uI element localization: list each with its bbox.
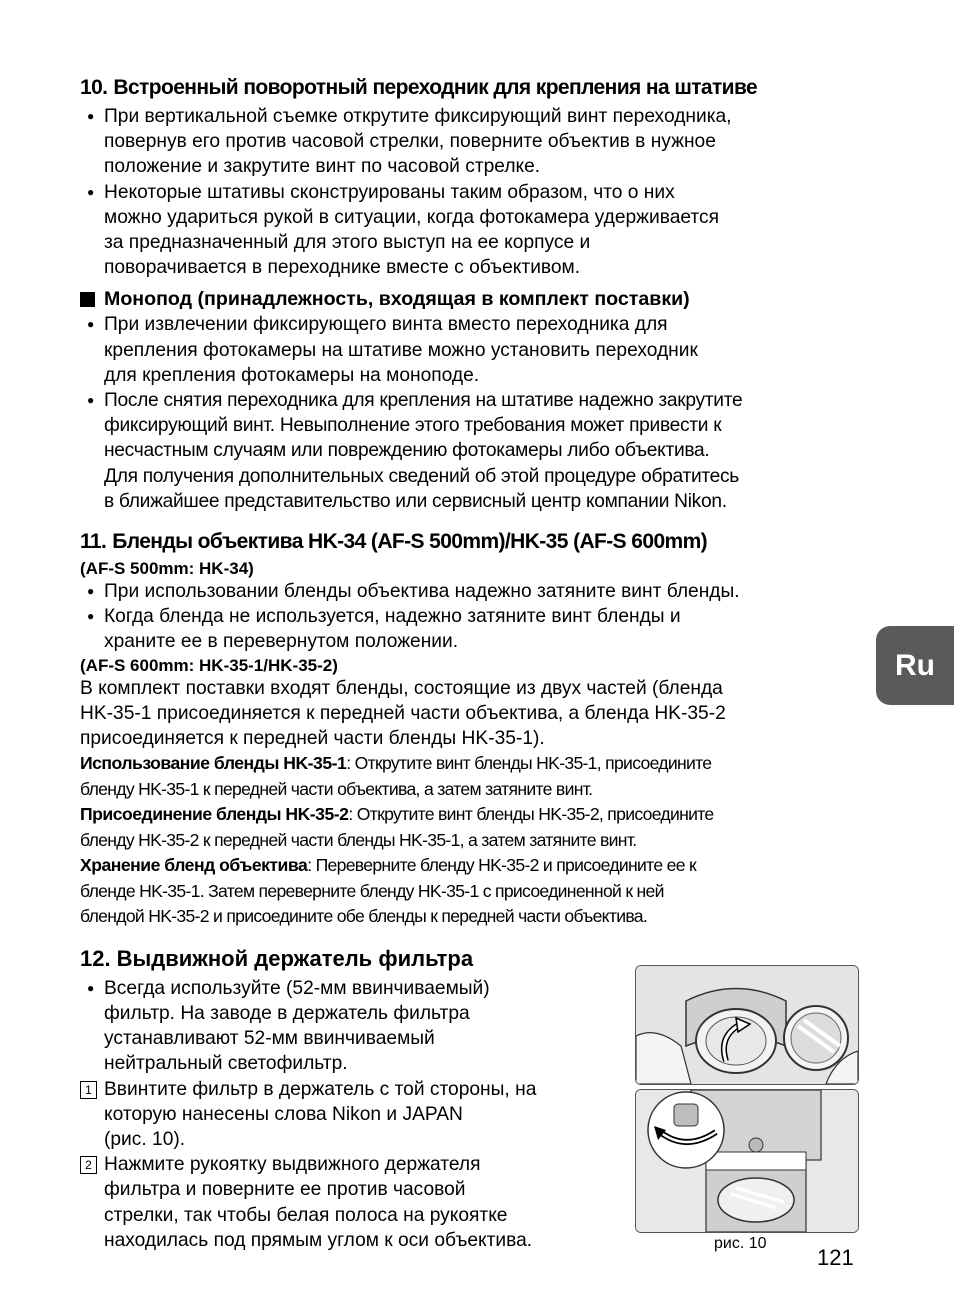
text-line: в ближайшее представительство или сервисный центр компании Nikon. <box>104 490 727 512</box>
section-11-title: Бленды объектива HK-34 (AF-S 500mm)/HK-35 (AF-S 600mm) <box>112 530 708 554</box>
attach-hk35-2-paragraph <box>80 802 860 853</box>
text-line: можно удариться рукой в ситуации, когда фотокамера удерживается <box>104 206 719 228</box>
hk34-bullet-1 <box>80 579 860 604</box>
filter-insert-drawing <box>636 966 858 1084</box>
text-line: бленду HK-35-2 к передней части бленды HK-35-1, а затем затяните винт. <box>80 829 637 850</box>
text-line: ● При вертикальной съемке открутите фиксирующий винт переходника, <box>104 106 732 127</box>
use-hk35-1-label: Использование бленды HK-35-1 <box>80 753 347 774</box>
text-line: : Открутите винт бленды HK-35-1, присоедините <box>346 753 712 774</box>
text-line: блендой HK-35-2 и присоедините обе бленды к передней части объектива. <box>80 906 648 927</box>
text-line: В комплект поставки входят бленды, состоящие из двух частей (бленда <box>80 677 723 699</box>
text-line: : Открутите винт бленды HK-35-2, присоедините <box>348 804 714 825</box>
text-line: фиксирующий винт. Невыполнение этого требования может привести к <box>104 415 722 437</box>
text-line: присоединяется к передней части бленды HK-35-1). <box>80 728 545 750</box>
hk34-bullet-2 <box>80 604 860 654</box>
section-12-title: Выдвижной держатель фильтра <box>116 945 474 971</box>
text-line: находилась под прямым углом к оси объектива. <box>104 1229 533 1251</box>
text-line: несчастным случаям или повреждению фотокамеры либо объектива. <box>104 440 710 462</box>
text-line: которую нанесены слова Nikon и JAPAN <box>104 1103 463 1125</box>
text-line: HK-35-1 присоединяется к передней части объектива, а бленда HK-35-2 <box>80 702 726 724</box>
monopod-bullet-2 <box>80 388 860 514</box>
step-1-number: 1 <box>80 1081 97 1099</box>
text-line: ● Когда бленда не используется, надежно затяните винт бленды и <box>104 606 681 628</box>
text-line: устанавливают 52-мм ввинчиваемый <box>104 1028 435 1050</box>
text-line: ● Всегда используйте (52-мм ввинчиваемый) <box>104 977 490 999</box>
text-line: храните ее в перевернутом положении. <box>104 631 459 653</box>
text-line: ● При извлечении фиксирующего винта вместо переходника для <box>104 314 668 336</box>
spacer <box>80 514 860 530</box>
text-line: положение и закрутите винт по часовой стрелке. <box>104 156 541 178</box>
section-12 <box>80 946 628 1253</box>
language-tab: Ru <box>876 626 954 705</box>
store-hoods-label: Хранение бленд объектива <box>80 855 308 876</box>
section-11-number: 11. <box>80 530 107 554</box>
step-2 <box>80 1152 628 1253</box>
store-hoods-paragraph <box>80 853 860 930</box>
section-12-number: 12. <box>80 945 111 971</box>
page-number: 121 <box>817 1245 854 1270</box>
monopod-title: Монопод (принадлежность, входящая в комплект поставки) <box>104 288 690 311</box>
section-10-heading <box>80 76 860 100</box>
section-10-bullet-1 <box>80 104 860 180</box>
section-10-bullet-2 <box>80 180 860 281</box>
step-1 <box>80 1077 628 1153</box>
text-line: Нажмите рукоятку выдвижного держателя <box>104 1154 481 1176</box>
spacer <box>80 930 860 946</box>
monopod-heading <box>80 288 860 311</box>
text-line: : Переверните бленду HK-35-2 и присоедините ее к <box>307 855 696 876</box>
section-12-heading <box>80 946 628 972</box>
text-line: ● После снятия переходника для крепления на штативе надежно закрутите <box>104 390 743 412</box>
text-line: (рис. 10). <box>104 1128 186 1150</box>
text-line: стрелки, так чтобы белая полоса на рукоятке <box>104 1204 508 1226</box>
figure-caption: рис. 10 <box>714 1235 767 1252</box>
text-line: бленду HK-35-1 к передней части объектива, а затем затяните винт. <box>80 778 593 799</box>
section-10-title: Встроенный поворотный переходник для крепления на штативе <box>113 76 758 99</box>
section-11-heading <box>80 530 860 554</box>
hk35-subheading: (AF-S 600mm: HK-35-1/HK-35-2) <box>80 655 338 675</box>
text-line: Для получения дополнительных сведений об этой процедуре обратитесь <box>104 465 739 487</box>
text-line: ● Некоторые штативы сконструированы таким образом, что о них <box>104 181 675 203</box>
use-hk35-1-paragraph <box>80 751 860 802</box>
step-2-number: 2 <box>80 1156 97 1174</box>
text-line: нейтральный светофильтр. <box>104 1053 348 1075</box>
text-line: за предназначенный для этого выступ на ее корпусе и <box>104 232 591 254</box>
text-line: фильтра и поверните ее против часовой <box>104 1179 466 1201</box>
knob-rotate-drawing <box>636 1090 858 1232</box>
section-10-number: 10. <box>80 76 108 99</box>
text-line: для крепления фотокамеры на моноподе. <box>104 364 480 386</box>
square-bullet-icon <box>80 292 95 307</box>
hk34-subheading: (AF-S 500mm: HK-34) <box>80 559 254 579</box>
section-12-bullet <box>80 976 628 1077</box>
hk35-paragraph <box>80 676 860 752</box>
monopod-bullet-1 <box>80 312 860 388</box>
text-line: крепления фотокамеры на штативе можно установить переходник <box>104 339 698 361</box>
text-line: повернув его против часовой стрелки, поверните объектив в нужное <box>104 131 716 153</box>
filter-holder-illustration <box>635 965 859 1085</box>
attach-hk35-2-label: Присоединение бленды HK-35-2 <box>80 804 349 825</box>
text-line: поворачивается в переходнике вместе с объективом. <box>104 257 581 279</box>
text-line: ● При использовании бленды объектива надежно затяните винт бленды. <box>104 581 740 603</box>
text-line: Ввинтите фильтр в держатель с той стороны, на <box>104 1078 537 1100</box>
filter-holder-knob-illustration <box>635 1089 859 1233</box>
text-line: фильтр. На заводе в держатель фильтра <box>104 1002 470 1024</box>
text-line: бленде HK-35-1. Затем переверните бленду HK-35-1 с присоединенной к ней <box>80 880 664 901</box>
